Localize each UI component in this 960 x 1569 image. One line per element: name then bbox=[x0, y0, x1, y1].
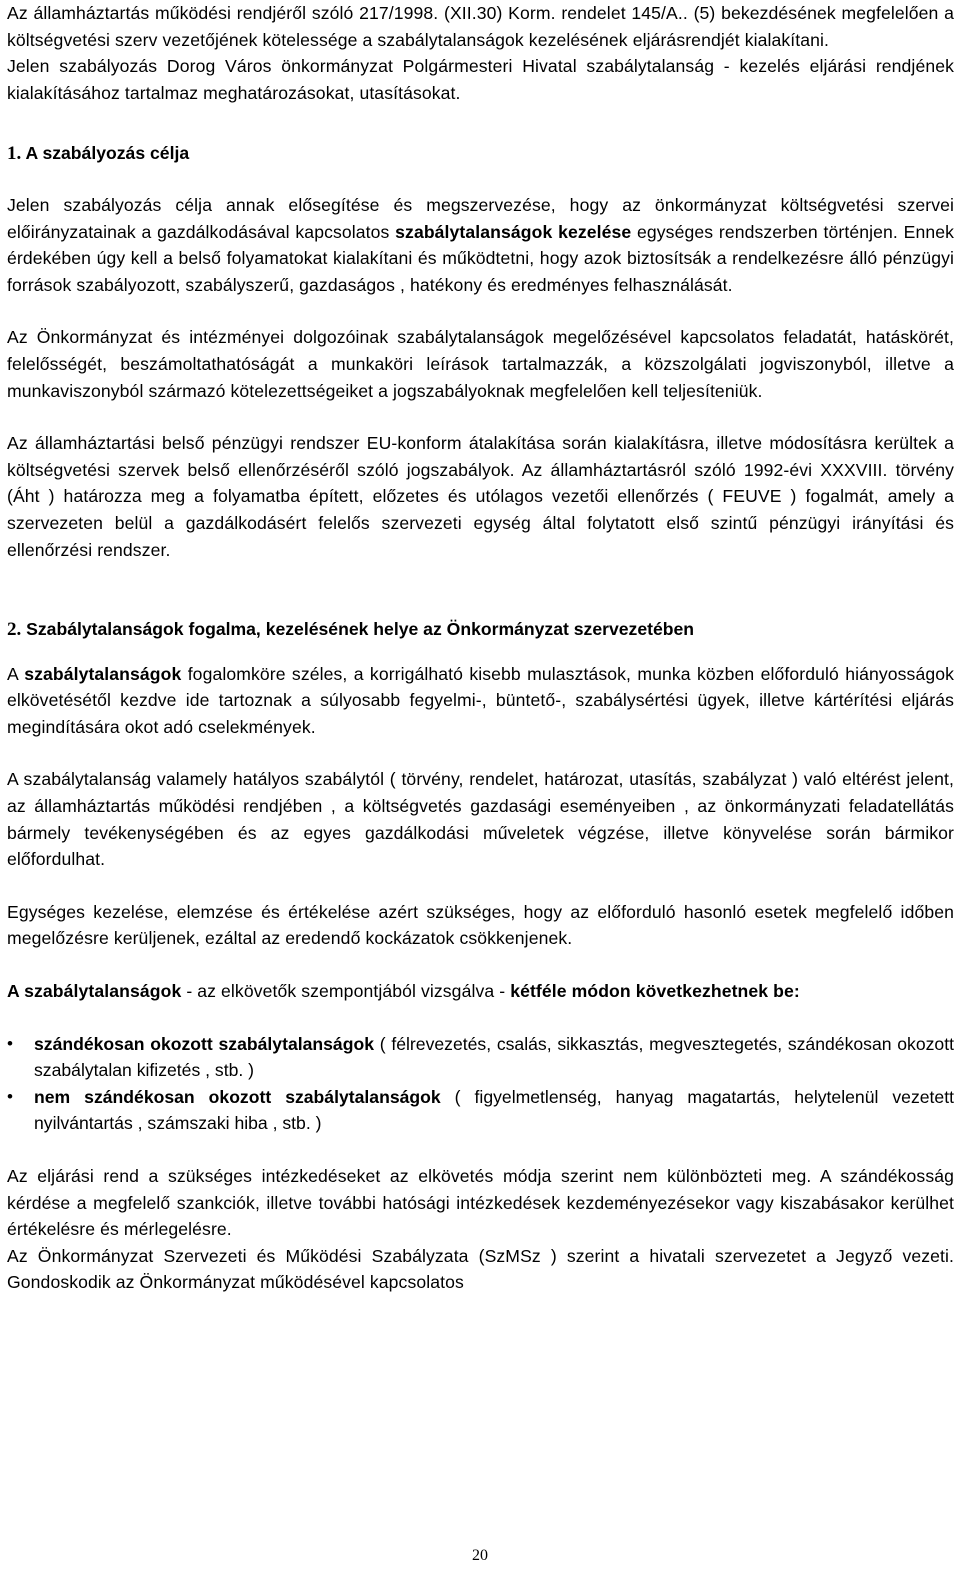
intro-paragraph-2: Jelen szabályozás Dorog Város önkormányzat Polgármesteri Hivatal szabálytalanság - kezelés eljárási rendjének kialakításához tartalmaz meghatározásokat, utasításokat. bbox=[7, 56, 954, 103]
section-1-p1-text-a: Jelen szabályozás célja annak elősegítése és megszervezése, hogy az önkormányzat költségvetési szervei előirányzatainak a gazdálkodásával kapcsolatos bbox=[7, 194, 954, 242]
intro-paragraph-1: Az államháztartás működési rendjéről szóló 217/1998. (XII.30) Korm. rendelet 145/A.. (5) bekezdésének megfelelően a költségvetési szerv vezetőjének kötelessége a szabálytalanságok kezelésének eljárásrendjét kialakítani. bbox=[7, 3, 954, 50]
section-2-bullet-list bbox=[7, 1031, 954, 1137]
section-1-paragraph-2: Az Önkormányzat és intézményei dolgozóinak szabálytalanságok megelőzésével kapcsolatos feladatát, hatáskörét, felelősségét, beszámoltathatóságát a munkaköri leírások tartalmazzák, a közszolgálati jogviszonyból, illetve a munkaviszonyból származó kötelezettségeiket a jogszabályoknak megfelelően kell teljesíteniük. bbox=[7, 327, 954, 401]
section-2-paragraph-3: Egységes kezelése, elemzése és értékelése azért szükséges, hogy az előforduló hasonló esetek megfelelő időben megelőzésre kerüljenek, ezáltal az eredendő kockázatok csökkenjenek. bbox=[7, 901, 954, 949]
section-2-paragraph-4 bbox=[7, 978, 954, 1005]
list-item bbox=[7, 1084, 954, 1137]
bullet-icon: • bbox=[7, 1086, 13, 1106]
bullet-bold-text: nem szándékosan okozott szabálytalanságok bbox=[34, 1086, 441, 1107]
section-2-p1-bold: szabálytalanságok bbox=[24, 663, 182, 684]
section-1-p1-text-b: egységes rendszerben történjen. Ennek érdekében úgy kell a belső folyamatokat kialakítani és működtetni, hogy azok biztosítsák a rendelkezésre álló pénzügyi források szabályozott, szabályszerű, gazdaságos , hatékony és eredményes felhasználását. bbox=[7, 221, 954, 295]
bullet-text: ( félrevezetés, csalás, sikkasztás, megvesztegetés, szándékosan okozott szabálytalan kifizetés , stb. ) bbox=[34, 1033, 954, 1081]
list-item bbox=[7, 1031, 954, 1084]
section-2-p4-text: - az elkövetők szempontjából vizsgálva - bbox=[181, 981, 511, 1002]
section-1-paragraph-3: Az államháztartási belső pénzügyi rendszer EU-konform átalakítása során kialakításra, illetve módosításra kerültek a költségvetési szervek belső ellenőrzéséről szóló jogszabályok. Az államháztartásról szóló 1992-évi XXXVIII. törvény (Áht ) határozza meg a folyamatba épített, előzetes és utólagos vezetői ellenőrzés ( FEUVE ) fogalmát, amely a szervezeten belül a gazdálkodásért felelős szervezeti egység által folytatott első szintű pénzügyi irányítási és ellenőrzési rendszer. bbox=[7, 433, 954, 560]
section-1-paragraph-1 bbox=[7, 192, 954, 298]
section-2-p1-text-a: A bbox=[7, 663, 25, 684]
document-page bbox=[7, 0, 954, 1296]
bullet-icon: • bbox=[7, 1033, 13, 1053]
section-1-number: 1. bbox=[7, 143, 22, 165]
section-2-paragraph-1 bbox=[7, 661, 954, 741]
section-2-number: 2. bbox=[7, 619, 22, 641]
section-2-heading bbox=[7, 616, 954, 644]
bullet-bold-text: szándékosan okozott szabálytalanságok bbox=[34, 1033, 374, 1054]
section-2-paragraph-2: A szabálytalanság valamely hatályos szabálytól ( törvény, rendelet, határozat, utasítás, szabályzat ) való eltérést jelent, az államháztartás működési rendjében , a költségvetés gazdasági eseményeiben , az önkormányzati feladatellátás bármely tevékenységében és az egyes gazdálkodási műveletek végzése, illetve könyvelése során bármikor előfordulhat. bbox=[7, 769, 954, 870]
section-2-paragraph-5: Az eljárási rend a szükséges intézkedéseket az elkövetés módja szerint nem különbözteti meg. A szándékosság kérdése a megfelelő szankciók, illetve további hatósági intézkedések kezdeményezésekor vagy kiszabásakor kerülhet értékelésre és mérlegelésre. bbox=[7, 1166, 954, 1240]
section-2-paragraph-6: Az Önkormányzat Szervezeti és Működési Szabályzata (SzMSz ) szerint a hivatali szervezetet a Jegyző vezeti. Gondoskodik az Önkormányzat működésével kapcsolatos bbox=[7, 1245, 954, 1293]
bullet-text: ( figyelmetlenség, hanyag magatartás, helytelenül vezetett nyilvántartás , számszaki hiba , stb. ) bbox=[34, 1086, 954, 1134]
section-2-p1-text-b: fogalomköre széles, a korrigálható kisebb mulasztások, munka közben előforduló hiányosságok elkövetésétől kezdve ide tartoznak a súlyosabb fegyelmi-, büntető-, szabálysértési ügyek, illetve kártérítési eljárás megindítására okot adó cselekmények. bbox=[7, 663, 954, 737]
page-number: 20 bbox=[472, 1547, 488, 1564]
section-2-p4-bold-1: A szabálytalanságok bbox=[7, 981, 182, 1002]
section-1-p1-bold: szabálytalanságok kezelése bbox=[395, 221, 632, 242]
section-2-p4-bold-2: kétféle módon következhetnek be: bbox=[510, 981, 800, 1002]
section-1-heading bbox=[7, 140, 954, 168]
section-2-title: Szabálytalanságok fogalma, kezelésének helye az Önkormányzat szervezetében bbox=[26, 619, 695, 640]
section-1-title: A szabályozás célja bbox=[25, 143, 190, 164]
